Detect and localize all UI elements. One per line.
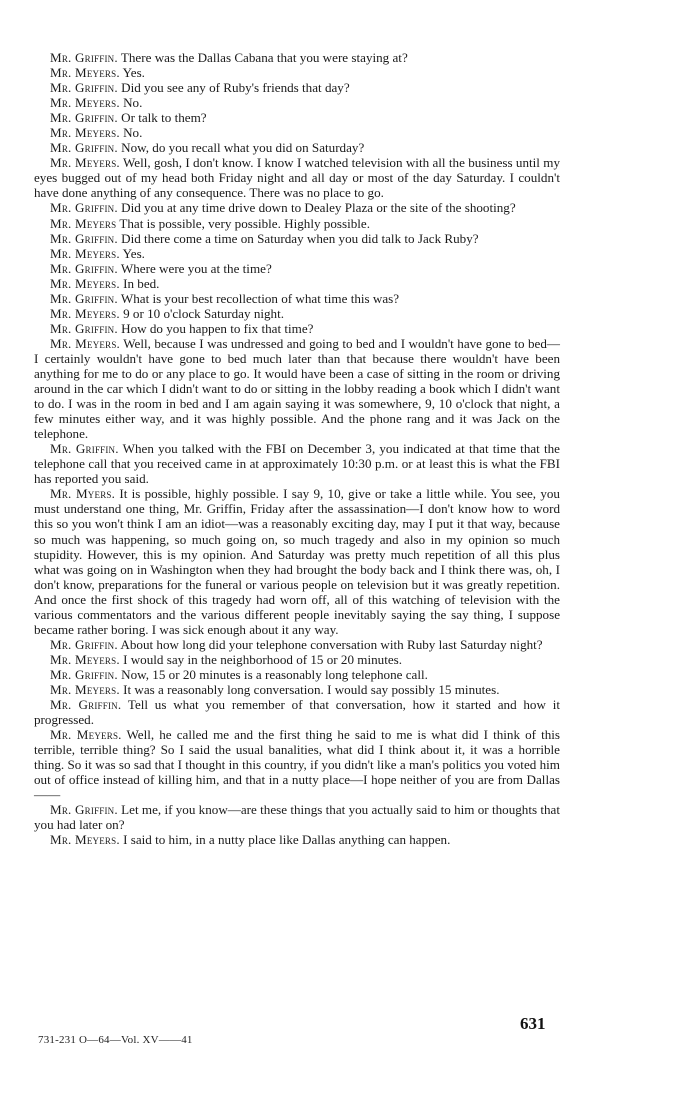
speaker-label: Mr. Griffin. <box>50 320 118 336</box>
speaker-label: Mr. Griffin. <box>50 50 118 65</box>
testimony-body <box>34 50 560 847</box>
paragraph-text: What is your best recollection of what time this was? <box>120 290 400 306</box>
speaker-label: Mr. Griffin. <box>50 290 118 306</box>
speaker-label: Mr. Griffin. <box>50 260 118 276</box>
testimony-paragraph <box>34 486 560 636</box>
paragraph-text: About how long did your telephone conversation with Ruby last Saturday night? <box>120 636 543 652</box>
speaker-label: Mr. Griffin. <box>50 666 118 682</box>
speaker-label: Mr. Meyers. <box>50 275 120 291</box>
testimony-paragraph <box>34 50 560 65</box>
testimony-paragraph <box>34 802 560 832</box>
testimony-paragraph <box>34 216 560 231</box>
speaker-label: Mr. Meyers. <box>50 305 120 321</box>
speaker-label: Mr. Meyers. <box>50 681 120 697</box>
testimony-paragraph <box>34 95 560 110</box>
speaker-label: Mr. Griffin. <box>50 200 118 216</box>
speaker-label: Mr. Meyers. <box>50 95 120 111</box>
speaker-label: Mr. Meyers. <box>50 335 120 351</box>
testimony-paragraph <box>34 80 560 95</box>
paragraph-text: Now, do you recall what you did on Saturday? <box>121 140 365 156</box>
paragraph-text: Well, he called me and the first thing he said to me is what did I think of this terrible, terrible thing? So I said the usual banalities, what did I think about it, it was a horrible thing. So it was so sad that I thought in this country, if you didn't like a man's politics you voted him out of office instead of killing him, and that in a nutty place—I hope neither of you are from Dallas—— <box>34 727 561 803</box>
testimony-paragraph <box>34 261 560 276</box>
speaker-label: Mr. Griffin. <box>50 802 118 818</box>
testimony-paragraph <box>34 125 560 140</box>
paragraph-text: Or talk to them? <box>121 110 207 126</box>
speaker-label: Mr. Meyers. <box>50 125 120 141</box>
paragraph-text: Let me, if you know—are these things that you actually said to him or thoughts that you had later on? <box>34 802 560 833</box>
paragraph-text: No. <box>123 125 143 141</box>
speaker-label: Mr. Griffin. <box>50 230 118 246</box>
paragraph-text: Did you at any time drive down to Dealey Plaza or the site of the shooting? <box>121 200 516 216</box>
paragraph-text: When you talked with the FBI on December 3, you indicated at that time that the telephone call that you received came in at approximately 10:30 p.m. or at least this is what the FBI has reported you said. <box>34 441 560 487</box>
speaker-label: Mr. Griffin. <box>50 697 122 713</box>
speaker-label: Mr. Meyers. <box>50 727 122 743</box>
paragraph-text: That is possible, very possible. Highly possible. <box>119 215 370 231</box>
print-code-footer: 731-231 O—64—Vol. XV——41 <box>38 1034 193 1046</box>
testimony-paragraph <box>34 321 560 336</box>
testimony-paragraph <box>34 306 560 321</box>
testimony-paragraph <box>34 291 560 306</box>
paragraph-text: There was the Dallas Cabana that you were staying at? <box>120 50 408 65</box>
testimony-paragraph <box>34 832 560 847</box>
paragraph-text: Did there come a time on Saturday when you did talk to Jack Ruby? <box>121 230 479 246</box>
testimony-paragraph <box>34 246 560 261</box>
paragraph-text: Yes. <box>122 245 145 261</box>
testimony-paragraph <box>34 667 560 682</box>
page-number: 631 <box>520 1014 546 1033</box>
speaker-label: Mr. Griffin. <box>50 80 118 96</box>
paragraph-text: How do you happen to fix that time? <box>121 320 314 336</box>
speaker-label: Mr. Meyers. <box>50 65 120 81</box>
paragraph-text: Where were you at the time? <box>120 260 272 276</box>
testimony-paragraph <box>34 336 560 441</box>
speaker-label: Mr. Meyers. <box>50 155 120 171</box>
speaker-label: Mr. Myers. <box>50 486 116 502</box>
paragraph-text: 9 or 10 o'clock Saturday night. <box>123 305 285 321</box>
paragraph-text: It was a reasonably long conversation. I would say possibly 15 minutes. <box>123 681 500 697</box>
speaker-label: Mr. Meyers <box>50 215 117 231</box>
testimony-paragraph <box>34 441 560 486</box>
paragraph-text: Did you see any of Ruby's friends that day? <box>121 80 350 96</box>
testimony-paragraph <box>34 276 560 291</box>
testimony-paragraph <box>34 110 560 125</box>
paragraph-text: Tell us what you remember of that conversation, how it started and how it progressed. <box>34 697 560 728</box>
paragraph-text: It is possible, highly possible. I say 9, 10, give or take a little while. You see, you must understand one thing, Mr. Griffin, Friday after the assassination—I don't know how to word this so you won't think I am an idiot—was a reasonably exciting day, may I put it that way, because so much was happening, so much going on, so much tragedy and also in my opinion so much stupidity. However, this is my opinion. And Saturday was pretty much repetition of all this plus what was going on in Washington when they had brought the body back and I think there was, oh, I don't know, preparations for the funeral or various people on television but it was greatly repetition. And once the first shock of this tragedy had worn off, all of this watching of television with the various commentators and the various different people inevitably saying the say thing, I suppose became rather boring. I was sick enough about it any way. <box>34 486 560 637</box>
speaker-label: Mr. Meyers. <box>50 245 120 261</box>
speaker-label: Mr. Griffin. <box>50 441 119 457</box>
testimony-paragraph <box>34 155 560 200</box>
paragraph-text: Well, because I was undressed and going to bed and I wouldn't have gone to bed—I certainly wouldn't have gone to bed much later than that because there wouldn't have been anything for me to do or any place to go. It would have been a case of sitting in the room or driving around in the car which I didn't want to do or sitting in the lobby reading a book which I didn't want to do. I was in the room in bed and I am again saying it was somewhere, 9, 10 o'clock that night, a few minutes either way, and it was highly possible. And the phone rang and it was Jack on the telephone. <box>34 335 561 442</box>
paragraph-text: I would say in the neighborhood of 15 or 20 minutes. <box>123 651 403 667</box>
paragraph-text: Well, gosh, I don't know. I know I watched television with all the business until my eyes bugged out of my head both Friday night and all day or most of the day Saturday. I couldn't have done anything of any consequence. There was no place to go. <box>34 155 560 201</box>
speaker-label: Mr. Griffin. <box>50 636 118 652</box>
speaker-label: Mr. Meyers. <box>50 832 120 848</box>
testimony-paragraph <box>34 200 560 215</box>
paragraph-text: No. <box>123 95 143 111</box>
speaker-label: Mr. Griffin. <box>50 140 118 156</box>
testimony-paragraph <box>34 231 560 246</box>
speaker-label: Mr. Meyers. <box>50 651 120 667</box>
speaker-label: Mr. Griffin. <box>50 110 118 126</box>
testimony-paragraph <box>34 682 560 697</box>
paragraph-text: I said to him, in a nutty place like Dallas anything can happen. <box>123 832 451 848</box>
testimony-paragraph <box>34 65 560 80</box>
testimony-paragraph <box>34 697 560 727</box>
paragraph-text: Now, 15 or 20 minutes is a reasonably long telephone call. <box>121 666 428 682</box>
testimony-paragraph <box>34 652 560 667</box>
testimony-paragraph <box>34 637 560 652</box>
paragraph-text: In bed. <box>123 275 160 291</box>
testimony-paragraph <box>34 727 560 802</box>
paragraph-text: Yes. <box>122 65 145 81</box>
testimony-paragraph <box>34 140 560 155</box>
